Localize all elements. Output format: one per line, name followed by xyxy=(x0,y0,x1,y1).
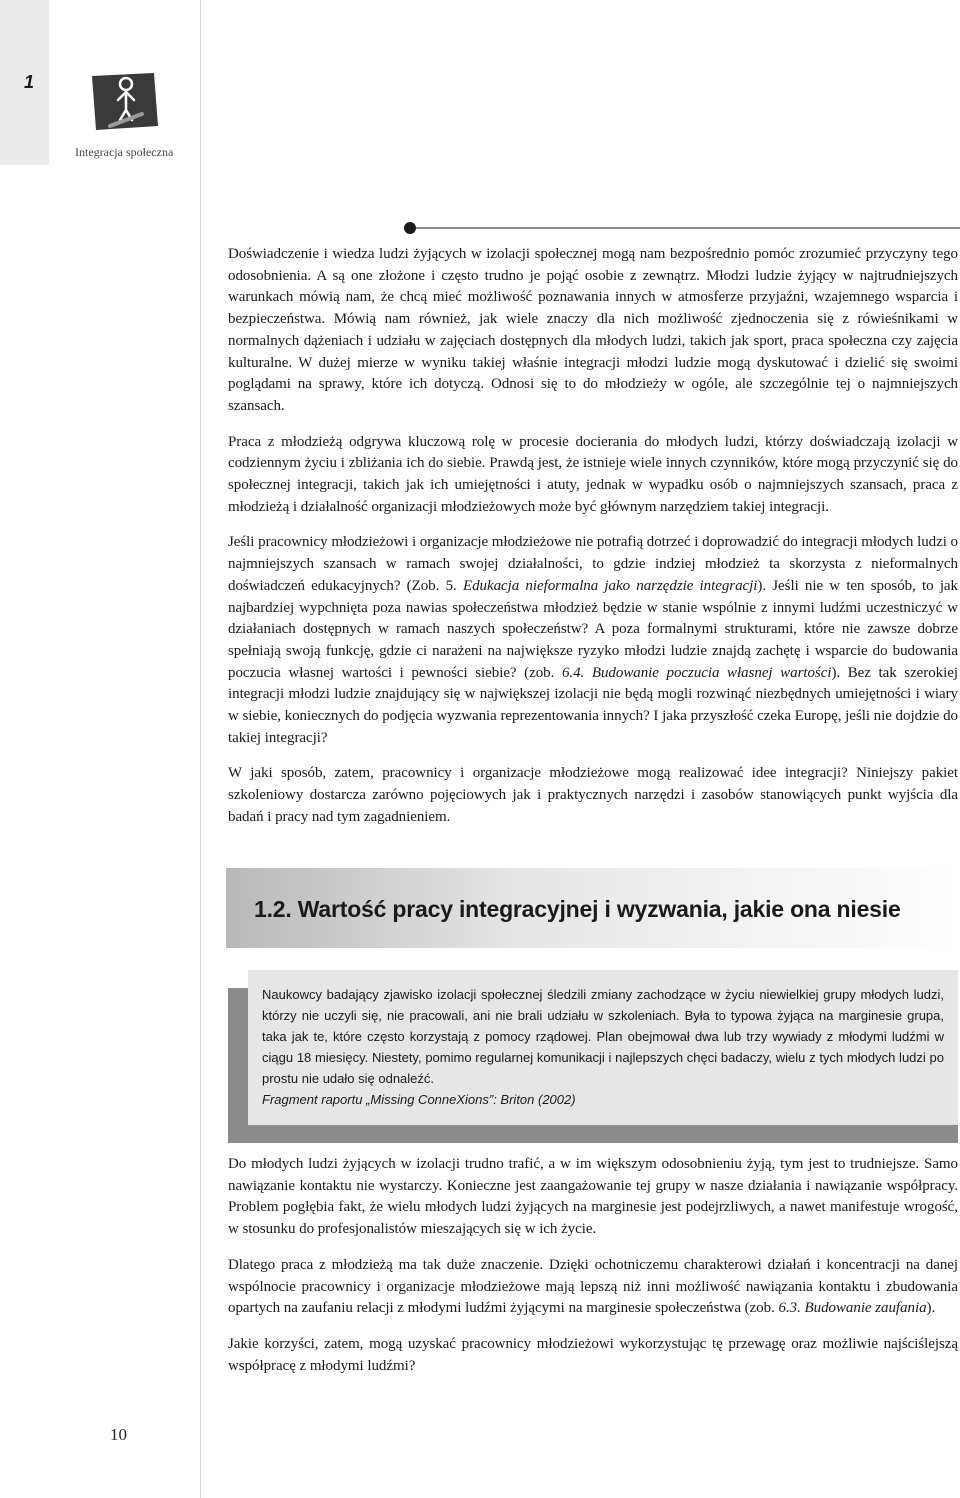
paragraph xyxy=(228,1255,958,1320)
paragraph: Praca z młodzieżą odgrywa kluczową rolę w procesie docierania do młodych ludzi, którzy doświadczają izolacji w codziennym życiu i zbliżania ich do siebie. Prawdą jest, że istnieje wiele innych czynników, które mogą przyczynić się do społecznej integracji, takich jak ich umiejętności i atuty, jednak w wypadku osób o najmniejszych szansach, praca z młodzieżą i działalność organizacji młodzieżowych może być głównym narzędziem takiej integracji. xyxy=(228,433,958,515)
paragraph: Jakie korzyści, zatem, mogą uzyskać pracownicy młodzieżowi wykorzystując tę przewagę oraz możliwie najściślejszą współpracę z młodymi ludźmi? xyxy=(228,1335,958,1374)
paragraph: W jaki sposób, zatem, pracownicy i organizacje młodzieżowe mogą realizować idee integracji? Niniejszy pakiet szkoleniowy dostarcza zarówno pojęciowych jak i praktycznych narzędzi i zasobów stanowiących punkt wyjścia dla badań i pracy nad tym zagadnieniem. xyxy=(228,765,958,825)
body-section xyxy=(228,1154,958,1377)
cross-reference: 6.3. Budowanie zaufania xyxy=(778,1300,927,1317)
chapter-number: 1 xyxy=(24,72,35,92)
quote-accent-bottom xyxy=(228,1125,958,1143)
paragraph xyxy=(228,532,958,749)
chapter-label: Integracja społeczna xyxy=(75,145,174,159)
chapter-tab xyxy=(0,0,49,165)
quote-source: Fragment raportu „Missing ConneXions”: Briton (2002) xyxy=(262,1092,576,1107)
quote-accent-bar xyxy=(228,988,248,1143)
section-header xyxy=(226,868,960,948)
text-run: ). Bez tak szerokiej integracji młodzi ludzie znajdujący się w największej izolacji nie będą mogli rozwinąć niezbędnych umiejętności i wiary w siebie, koniecznych do podjęcia wyzwania reprezentowania innych? I jaka przyszłość czeka Europę, jeśli nie dojdzie do takiej integracji? xyxy=(228,664,958,746)
text-run: Jeśli pracownicy młodzieżowi i organizacje młodzieżowe nie potrafią dotrzeć i doprowadzić do integracji młodych ludzi o najmniejszych szansach w ramach swojej działalności, to gdzie indziej młodzież ta skorzysta z nieformalnych doświadczeń edukacyjnych? (Zob. 5. xyxy=(228,534,958,594)
cross-reference: Edukacja nieformalna jako narzędzie integracji xyxy=(462,577,758,594)
paragraph: Do młodych ludzi żyjących w izolacji trudno trafić, a w im większym odosobnieniu żyją, tym jest to trudniejsze. Samo nawiązanie kontaktu nie wystarczy. Konieczne jest zaangażowanie tej grupy w nasze działania i nawiązanie współpracy. Problem pogłębia fakt, że wielu młodych ludzi żyjących na marginesie jest podejrzliwych, a nawet manifestuje wrogość, w stosunku do profesjonalistów mieszających się w ich życie. xyxy=(228,1156,958,1238)
text-run: Dlatego praca z młodzieżą ma tak duże znaczenie. Dzięki ochotniczemu charakterowi działań i koncentracji na danej wspólnocie pracownicy i organizacje młodzieżowe mają lepszą niż inni możliwość nawiązania kontaktu i zbudowania opartych na zaufaniu relacji z młodymi ludźmi żyjącymi na marginesie społeczeństwa (zob. xyxy=(228,1256,958,1317)
decorative-rule xyxy=(400,222,960,234)
intro-section xyxy=(228,244,958,829)
section-title: 1.2. Wartość pracy integracyjnej i wyzwania, jakie ona niesie xyxy=(254,896,901,922)
person-flag-icon xyxy=(90,70,160,134)
sidebar xyxy=(0,0,201,1498)
quote-text: Naukowcy badający zjawisko izolacji społecznej śledzili zmiany zachodzące w życiu niewielkiej grupy młodych ludzi, którzy nie uczyli się, nie pracowali, ani nie brali udziału w szkoleniach. Była to typowa żyjąca na marginesie grupa, taka jak te, które często korzystają z pomocy rządowej. Plan obejmował dwa lub trzy wywiady z młodymi ludźmi w ciągu 18 miesięcy. Niestety, pomimo regularnej komunikacji i najlepszych chęci badaczy, wielu z tych młodych ludzi po prostu nie udało się odnaleźć. xyxy=(262,987,944,1086)
page-number: 10 xyxy=(110,1425,127,1444)
text-run: ). Jeśli nie w ten sposób, to jak najbardziej wypchnięta poza nawias społeczeństwa młodzież będzie w stanie wspólnie z innymi ludźmi uczestniczyć w działaniach dostępnych w ramach naszych społeczeństw? A poza formalnymi strukturami, które nie zawsze dobrze spełniają swoją funkcję, gdzie ci narażeni na największe ryzyko młodzi ludzie znajdą zachętę i wsparcie do budowania poczucia własnej wartości i pewności siebie? (zob. xyxy=(228,577,958,681)
text-run: ). xyxy=(926,1300,936,1317)
quote-box xyxy=(248,970,958,1125)
cross-reference: 6.4. Budowanie poczucia własnej wartości xyxy=(561,664,832,681)
paragraph: Doświadczenie i wiedza ludzi żyjących w izolacji społecznej mogą nam bezpośrednio pomóc zrozumieć przyczyny tego odosobnienia. A są one złożone i często trudno je pojąć osobie z zewnątrz. Młodzi ludzie żyjący w najtrudniejszych warunkach mówią nam, że chcą mieć możliwość poznawania innych w atmosferze przyjaźni, wzajemnego wsparcia i bezpieczeństwa. Mówią nam również, jak wiele znaczy dla nich możliwość zjednoczenia się z rówieśnikami w normalnych dążeniach i udziału w zajęciach dostępnych dla młodych ludzi, takich jak sport, praca społeczna czy zajęcia kulturalne. W dużej mierze w wyniku takiej właśnie integracji młodzi ludzie mogą dyskutować i dzielić się swoimi poglądami na sprawy, które ich dotyczą. Odnosi się to do młodzieży w ogóle, ale szczególnie tej o najmniejszych szansach. xyxy=(228,246,958,414)
